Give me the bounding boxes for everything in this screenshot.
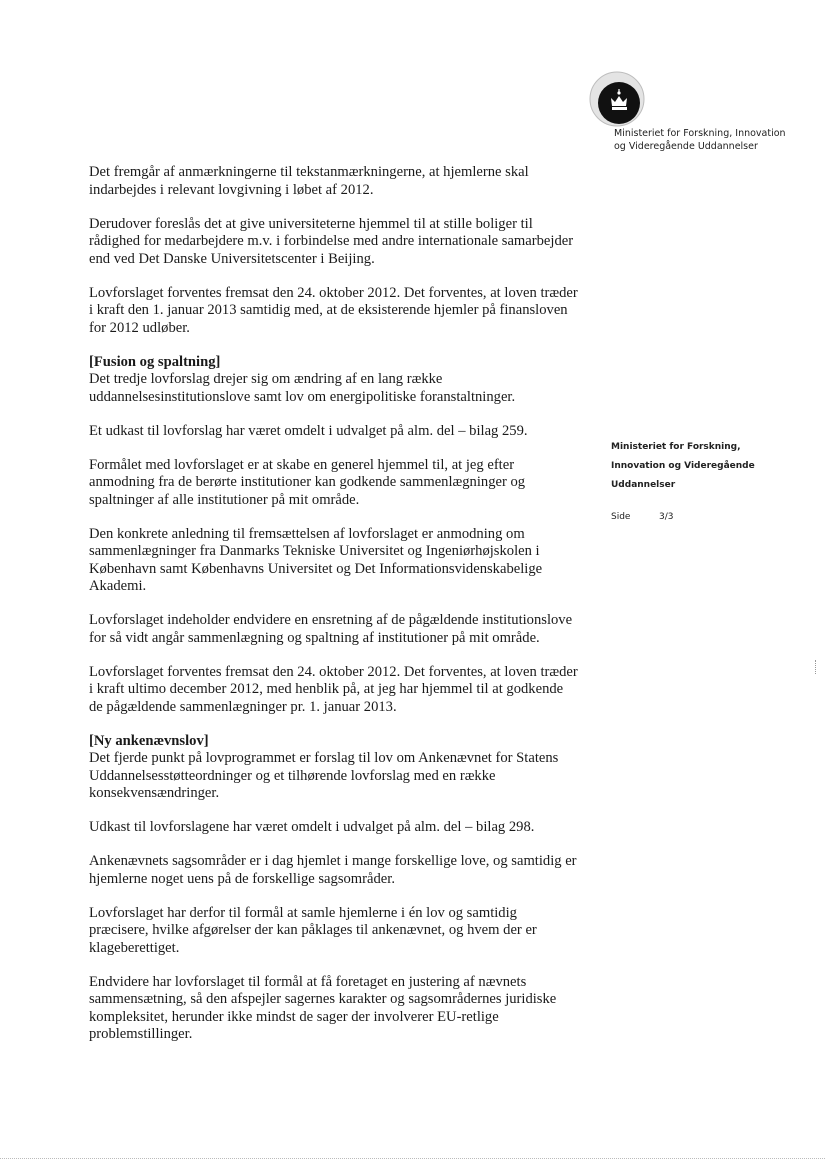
text-line: kompleksitet, herunder ikke mindst de sager der involverer EU-retlige <box>89 1008 499 1025</box>
text-line: Uddannelsesstøtteordninger og et tilhørende lovforslag med en række <box>89 767 496 784</box>
ministry-header-line: Ministeriet for Forskning, Innovation <box>614 128 786 139</box>
section-heading: [Ny ankenævnslov] <box>89 732 209 749</box>
body-paragraph <box>89 164 594 199</box>
text-line: Lovforslaget forventes fremsat den 24. oktober 2012. Det forventes, at loven træder <box>89 663 578 680</box>
text-line: spaltninger af alle institutioner på mit område. <box>89 491 360 508</box>
text-line: for 2012 udløber. <box>89 319 190 336</box>
scan-edge-mark <box>815 660 822 674</box>
text-line: Derudover foreslås det at give universiteterne hjemmel til at stille boliger til <box>89 215 533 232</box>
text-line: Den konkrete anledning til fremsættelsen af lovforslaget er anmodning om <box>89 525 525 542</box>
body-paragraph <box>89 526 594 596</box>
document-body <box>89 164 594 1060</box>
text-line: Det fremgår af anmærkningerne til tekstanmærkningerne, at hjemlerne skal <box>89 164 529 180</box>
text-line: i kraft ultimo december 2012, med henblik på, at jeg har hjemmel til at godkende <box>89 681 564 697</box>
body-paragraph <box>89 285 594 338</box>
page-number <box>611 508 811 527</box>
body-paragraph <box>89 819 594 837</box>
text-line: rådighed for medarbejdere m.v. i forbindelse med andre internationale samarbejder <box>89 233 574 249</box>
scan-bottom-edge <box>0 1158 825 1159</box>
text-line: Formålet med lovforslaget er at skabe en generel hjemmel til, at jeg efter <box>89 456 515 473</box>
body-paragraph <box>89 612 594 647</box>
text-line: Udkast til lovforslagene har været omdelt i udvalget på alm. del – bilag 298. <box>89 819 535 835</box>
text-line: Lovforslaget har derfor til formål at samle hjemlerne i én lov og samtidig <box>89 904 517 921</box>
text-line: sammenlægninger fra Danmarks Tekniske Universitet og Ingeniørhøjskolen i <box>89 543 540 559</box>
text-line: præcisere, hvilke afgørelser der kan påklages til ankenævnet, og hvem der er <box>89 922 537 938</box>
body-paragraph <box>89 853 594 888</box>
section-heading: [Fusion og spaltning] <box>89 353 221 370</box>
text-line: end ved Det Danske Universitetscenter i Beijing. <box>89 250 375 267</box>
text-line: konsekvensændringer. <box>89 785 220 801</box>
body-paragraph <box>89 457 594 510</box>
body-paragraph <box>89 664 594 717</box>
text-line: problemstillinger. <box>89 1026 193 1042</box>
sidebar-org-line: Ministeriet for Forskning, <box>611 442 741 452</box>
text-line: Lovforslaget indeholder endvidere en ensretning af de pågældende institutionslove <box>89 612 573 628</box>
text-line: i kraft den 1. januar 2013 samtidig med, at de eksisterende hjemler på finansloven <box>89 302 568 318</box>
sidebar-org-line: Uddannelser <box>611 480 676 490</box>
text-line: indarbejdes i relevant lovgivning i løbet af 2012. <box>89 181 374 198</box>
page-value: 3/3 <box>659 512 674 522</box>
page-label: Side <box>611 512 631 522</box>
section-paragraph <box>89 354 594 407</box>
text-line: Det tredje lovforslag drejer sig om ændring af en lang række <box>89 371 443 387</box>
body-paragraph <box>89 216 594 269</box>
text-line: uddannelsesinstitutionslove samt lov om energipolitiske foranstaltninger. <box>89 388 516 405</box>
text-line: København samt Københavns Universitet og Det Informationsvidenskabelige <box>89 560 543 577</box>
ministry-header-line: og Videregående Uddannelser <box>614 141 758 152</box>
body-paragraph <box>89 974 594 1044</box>
ministry-crown-logo-icon <box>588 70 646 128</box>
text-line: hjemlerne noget uens på de forskellige sagsområder. <box>89 870 395 887</box>
text-line: anmodning fra de berørte institutioner kan godkende sammenlægninger og <box>89 474 526 490</box>
body-paragraph <box>89 905 594 958</box>
text-line: Det fjerde punkt på lovprogrammet er forslag til lov om Ankenævnet for Statens <box>89 750 559 766</box>
sidebar-organization <box>611 438 811 495</box>
text-line: Et udkast til lovforslag har været omdelt i udvalget på alm. del – bilag 259. <box>89 422 528 439</box>
section-paragraph <box>89 733 594 803</box>
text-line: Akademi. <box>89 578 147 594</box>
sidebar-org-line: Innovation og Videregående <box>611 461 755 471</box>
text-line: klageberettiget. <box>89 939 180 956</box>
text-line: sammensætning, så den afspejler sagernes karakter og sagsområdernes juridiske <box>89 991 557 1007</box>
sidebar <box>611 438 811 527</box>
text-line: de pågældende sammenlægninger pr. 1. januar 2013. <box>89 698 397 715</box>
text-line: Ankenævnets sagsområder er i dag hjemlet i mange forskellige love, og samtidig er <box>89 853 577 869</box>
body-paragraph <box>89 423 594 441</box>
text-line: Lovforslaget forventes fremsat den 24. oktober 2012. Det forventes, at loven træder <box>89 284 578 301</box>
text-line: for så vidt angår sammenlægning og spaltning af institutioner på mit område. <box>89 629 540 646</box>
text-line: Endvidere har lovforslaget til formål at få foretaget en justering af nævnets <box>89 973 527 990</box>
ministry-header <box>614 127 814 153</box>
